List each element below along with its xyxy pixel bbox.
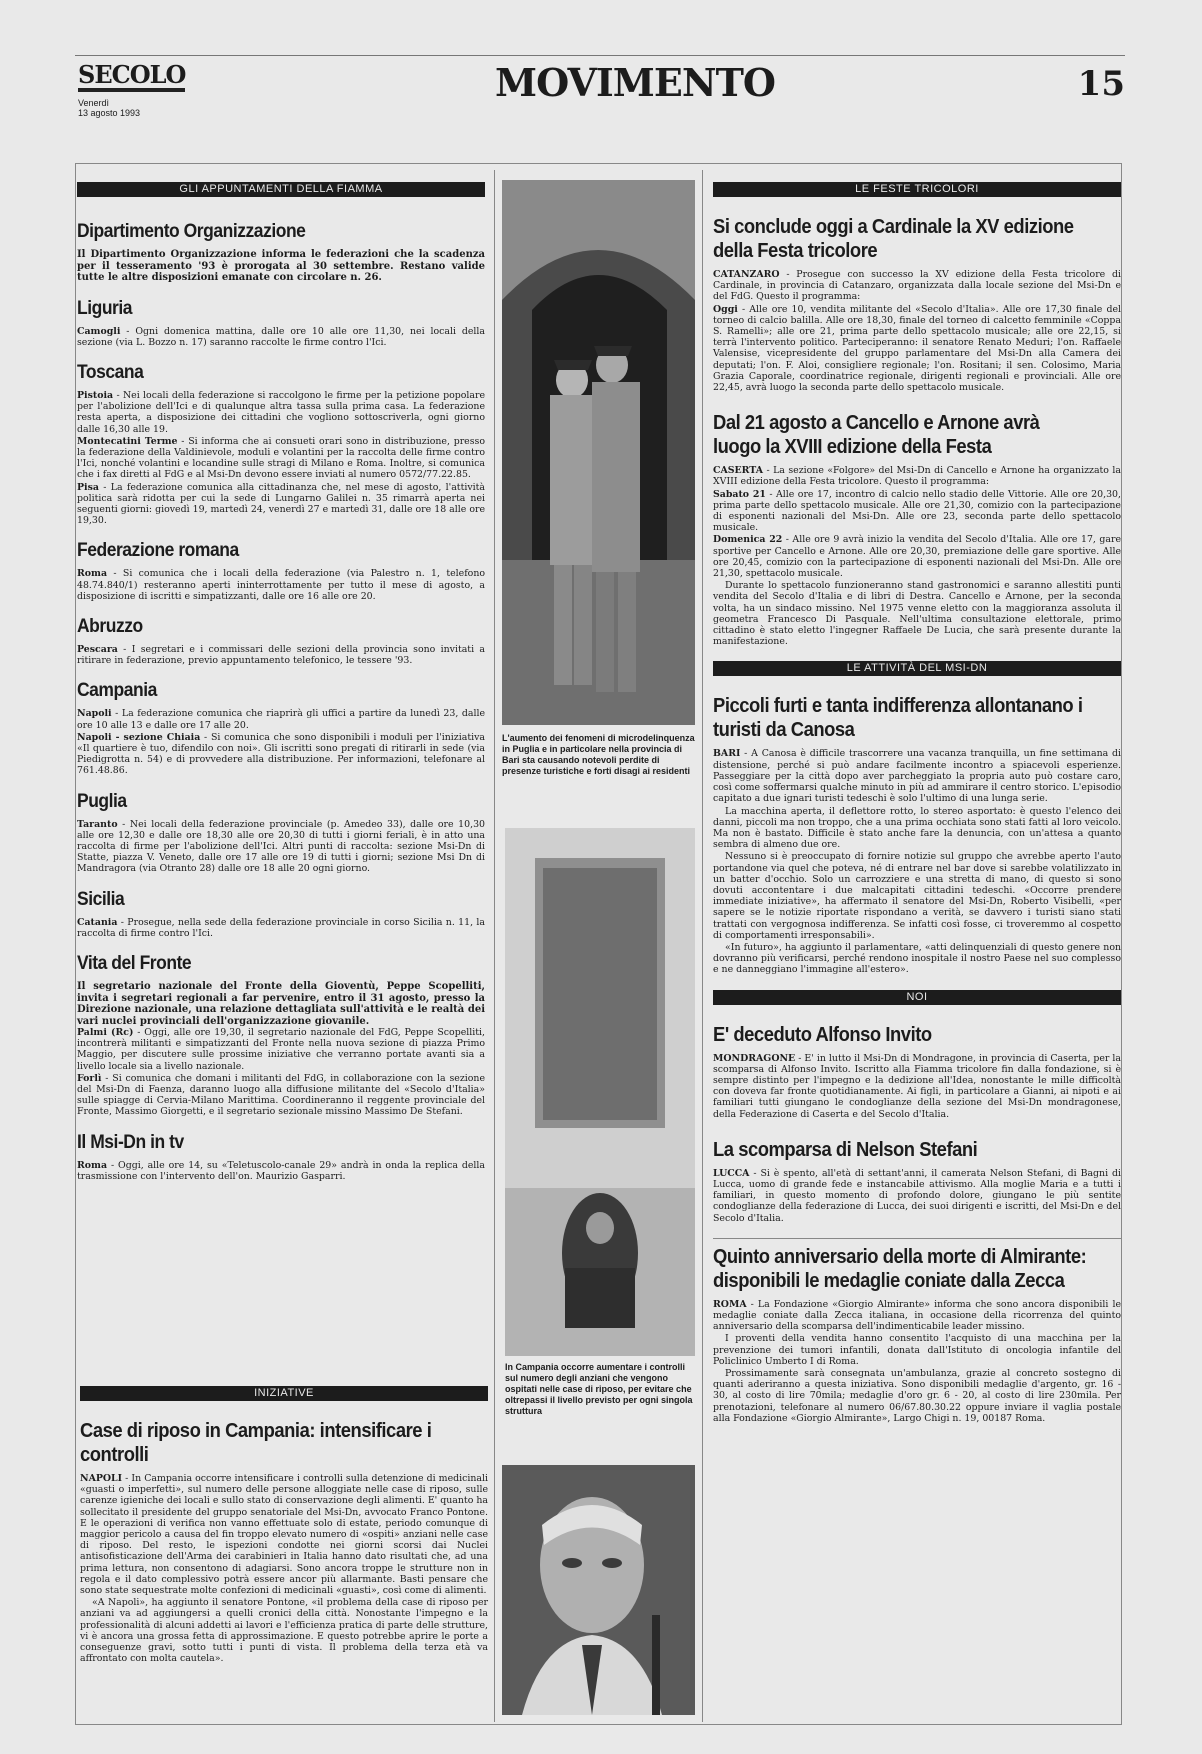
paragraph-text: - Si comunica che domani i militanti del FdG, in collaborazione con la sezione del Msi-Dn di Faenza, daranno luogo alla diffusione militante del «Secolo d'Italia» sulle spiagge di Cervia-Milano Marittima. Coordineranno il reggente provinciale del Fronte, Massimo Giorgetti, e il segretario sezionale missino Massimo De Stefani. bbox=[77, 1072, 485, 1118]
article-heading: Dipartimento Organizzazione bbox=[77, 221, 306, 242]
paragraph-text: - Alle ore 10, vendita militante del «Secolo d'Italia». Alle ore 17,30 finale del torneo di calcio balilla. Alle ore 18,30, finale del torneo di calcetto femminile «Coppa S. Ramelli»; alle ore 21, prima parte dello spettacolo musicale; alle ore 22,15, si terrà l'intervento politico. Parteciperanno: il senatore Renato Meduri; l'on. Raffaele Valensise, vicepresidente del gruppo parlamentare del Msi-Dn alla Camera dei deputati; l'on. F. Aloi, consigliere regionale; l'on. Rositani; il sen. Colosimo, Maria Grazia Caporale, coordinatrice regionale, dirigenti regionali e provinciali. Alle ore 22,45, avrà luogo la seconda parte dello spettacolo musicale. bbox=[713, 303, 1121, 394]
paragraph bbox=[713, 1168, 1121, 1224]
place-name: Forlì bbox=[77, 1072, 102, 1084]
article-heading: Dal 21 agosto a Cancello e Arnone avrà luogo la XVIII edizione della Festa bbox=[713, 412, 1040, 459]
paragraph-text: - Oggi, alle ore 14, su «Teletuscolo-canale 29» andrà in onda la replica della trasmissione con l'intervento dell'on. Maurizio Gasparri. bbox=[77, 1159, 485, 1182]
article-heading: Case di riposo in Campania: intensificare i controlli bbox=[80, 1420, 432, 1466]
article-heading: Liguria bbox=[77, 297, 133, 319]
place-name: CASERTA bbox=[713, 465, 764, 477]
paragraph-text: - La sezione «Folgore» del Msi-Dn di Cancello e Arnone ha organizzato la XVIII edizione della Festa tricolore. Questo il programma: bbox=[713, 465, 1121, 488]
paragraph-text: - Si informa che ai consueti orari sono in distribuzione, presso la federazione della Valdinievole, moduli e volantini per la raccolta delle firme contro l'Ici, nonché volantini e locandine sulle stragi di Milano e Roma. Inoltre, si comunica che i fax diretti al FdG e al Msi-Dn devono essere inviati al numero 0572/77.22.85. bbox=[77, 435, 485, 481]
paragraph-text: - A Canosa è difficile trascorrere una vacanza tranquilla, un fine settimana di distensione, perché si può andare facilmente incontro a spiacevoli esperienze. Passeggiare per la città dopo aver parcheggiato la propria auto può costare caro, così come soffermarsi qualche minuto in più ad ammirare il centro storico. L'episodio capitato a due ignari turisti tedeschi è solo l'ultimo di una lunga serie. bbox=[713, 748, 1121, 805]
place-name: Roma bbox=[77, 1159, 108, 1171]
paragraph-text: - I segretari e i commissari delle sezioni della provincia sono invitati a ritirare in federazione, previo appuntamento telefonico, le tessere '93. bbox=[77, 643, 485, 667]
paragraph-text: Durante lo spettacolo funzioneranno stand gastronomici e saranno allestiti punti vendita del Secolo d'Italia e di libri di Destra. Cancello e Arnone, per la seconda volta, ha un sindaco missino. Nel 1975 venne eletto con la maggioranza assoluta il geometra Francesco Di Pasquale. Nell'ultima consultazione elettorale, primo cittadino è stato eletto l'ingegner Raffaele De Lucia, che sarà presente durante la manifestazione. bbox=[713, 580, 1121, 648]
paragraph bbox=[77, 326, 485, 348]
place-name: Roma bbox=[77, 568, 108, 580]
paragraph bbox=[713, 580, 1121, 647]
section-bar: LE ATTIVITÀ DEL MSI-DN bbox=[713, 661, 1121, 676]
newspaper-logo: SECOLO bbox=[78, 62, 185, 92]
paragraph-text: - In Campania occorre intensificare i controlli sulla detenzione di medicinali «guasti o imperfetti», sul numero delle persone alloggiate nelle case di riposo, sulle carenze igieniche dei locali e sullo stato di conservazione degli alimenti. E' quanto ha sollecitato il presidente del gruppo senatoriale del Msi-Dn, avvocato Franco Pontone. E le operazioni di verifica non vanno effettuate solo di estate, periodo comunque di maggior pericolo a causa del fin troppo elevato numero di «ospiti» anziani nelle case di riposo. Del resto, le ispezioni condotte nei giorni scorsi dai Nuclei antisofisticazione dell'Arma dei carabinieri in Italia hanno dato risultati che, ad una prima lettura, non consentono di adagiarsi. Sono ancora troppe le strutture non in regola e il dato complessivo potrà essere ancor più allarmante. Basti pensare che sono state sequestrate molte confezioni di medicinali «guasti», così come di alimenti. bbox=[80, 1473, 488, 1597]
paragraph bbox=[77, 436, 485, 481]
section-bar: INIZIATIVE bbox=[80, 1386, 488, 1401]
article-lead: Il Dipartimento Organizzazione informa le federazioni che la scadenza per il tesseramento '93 è prorogata al 30 settembre. Restano valide tutte le altre disposizioni emanate con circolare n. 26. bbox=[77, 249, 485, 283]
paragraph-text: - E' in lutto il Msi-Dn di Mondragone, in provincia di Caserta, per la scomparsa di Alfonso Invito. Iscritto alla Fiamma tricolore fin dalla fondazione, si è sempre distinto per l'impegno e la dedizione all'Idea, nonostante le mille difficoltà con doveva far fronte quotidianamente. Ai figli, in particolare a Gianni, ai nipoti e ai familiari tutti giungano le condoglianze della sezione del Msi-Dn mondragonese, della Federazione di Caserta e del Secolo d'Italia. bbox=[713, 1052, 1121, 1120]
paragraph-text: - La federazione comunica che riaprirà gli uffici a partire da lunedì 23, dalle ore 10 alle 13 e dalle ore 17 alle 20. bbox=[77, 708, 485, 731]
place-name: Pistoia bbox=[77, 389, 114, 401]
paragraph bbox=[713, 806, 1121, 851]
iniziative-column bbox=[80, 1386, 488, 1665]
paragraph-text: - Si comunica che i locali della federazione (via Palestro n. 1, telefono 48.74.840/1) resteranno aperti ininterrottamente per tutto il mese di agosto, a disposizione di iscritti e simpatizzanti, dalle ore 16 alle ore 20. bbox=[77, 568, 485, 602]
paragraph-text: - Prosegue con successo la XV edizione della Festa tricolore di Cardinale, in provincia di Catanzaro, organizzata dalla locale sezione del Msi-Dn e del FdG. Questo il programma: bbox=[713, 269, 1121, 303]
paragraph bbox=[77, 819, 485, 875]
paragraph-text: Nessuno si è preoccupato di fornire notizie sul gruppo che avrebbe aperto l'auto portandone via quel che poteva, né di entrare nel bar dove si sarebbe volatilizzato in un batter d'occhio. Solo un carrozziere e una stretta di mano, di questo si sono dovuti accontentare i due malcapitati cittadini tedeschi. «Occorre prendere immediate iniziative», ha affermato il senatore del Msi-Dn, Roberto Visibelli, «per sapere se le notizie riportate rispondano a verità, se davvero i turisti siano stati trattati con vergognosa indifferenza. Se infatti così fosse, ci troveremmo al cospetto di comportamenti irresponsabili». bbox=[713, 851, 1121, 941]
paragraph-text: - Si comunica che sono disponibili i moduli per l'iniziativa «Il quartiere è tuo, difendilo con noi». Gli iscritti sono pregati di ritirarli in sede (via Piedigrotta n. 54) e di provvedere alla distribuzione. Per informazioni, telefonare al 761.48.86. bbox=[77, 731, 485, 777]
photo-almirante bbox=[502, 1465, 695, 1715]
paragraph bbox=[77, 1027, 485, 1072]
place-name: Napoli - sezione Chiaia bbox=[77, 731, 201, 743]
photo-elderly bbox=[505, 828, 695, 1356]
paragraph-text: I proventi della vendita hanno consentito l'acquisto di una macchina per la prevenzione dei tumori infantili, donata dall'Istituto di oncologia infantile del Policlinico Umberto I di Roma. bbox=[713, 1333, 1121, 1367]
article-heading: La scomparsa di Nelson Stefani bbox=[713, 1138, 978, 1161]
paragraph bbox=[713, 851, 1121, 941]
masthead bbox=[75, 55, 1125, 121]
article-heading: Sicilia bbox=[77, 888, 125, 910]
place-name: ROMA bbox=[713, 1298, 747, 1310]
paragraph bbox=[713, 489, 1121, 534]
paragraph-text: «A Napoli», ha aggiunto il senatore Pontone, «il problema della case di riposo per anziani va ad aggiungersi a quelli cronici della città. Nonostante l'impegno e la professionalità di alcuni addetti ai lavori e l'efficienza pratica di parte delle strutture, vi è ancora una grossa fetta di approssimazione. E questo potrebbe aprire le porte a conseguenze gravi, sotto tutti i punti di vista. Il problema della terza età va affrontato con molta cautela». bbox=[80, 1597, 488, 1665]
place-name: Palmi (Rc) bbox=[77, 1027, 134, 1038]
paragraph-text: - Si è spento, all'età di settant'anni, il camerata Nelson Stefani, di Bagni di Lucca, uomo di grande fede e instancabile attivismo. Alla moglie Maria e a tutti i familiari, in questo momento di profondo dolore, giungano le più sentite condoglianze della federazione di Lucca, dei suoi dirigenti e iscritti, del Msi-Dn e del Secolo d'Italia. bbox=[713, 1167, 1121, 1224]
divider bbox=[713, 1238, 1121, 1239]
paragraph bbox=[77, 1160, 485, 1182]
article-heading: Puglia bbox=[77, 790, 127, 812]
photo-caption: L'aumento dei fenomeni di microdelinquenza in Puglia e in particolare nella provincia di Bari sta causando notevoli perdite di presenze turistiche e forti disagi ai residenti bbox=[502, 733, 695, 776]
place-name: Montecatini Terme bbox=[77, 435, 178, 447]
paragraph bbox=[713, 465, 1121, 487]
right-column bbox=[713, 182, 1121, 1425]
paragraph-text: La macchina aperta, il deflettore rotto, lo stereo asportato: è questo l'elenco dei danni, piccoli ma non troppo, che a una prima occhiata sono stati fatti al loro veicolo. Ma non è bastato. Difficile è stato anche fare la denuncia, con un'attesa a quanto sembra di almeno due ore. bbox=[713, 805, 1121, 851]
paragraph-text: - Ogni domenica mattina, dalle ore 10 alle ore 11,30, nei locali della sezione (via L. Bozzo n. 17) saranno raccolte le firme contro l'Ici. bbox=[77, 325, 485, 348]
place-name: Sabato 21 bbox=[713, 488, 766, 500]
paragraph bbox=[713, 534, 1121, 579]
paragraph bbox=[80, 1597, 488, 1664]
paragraph bbox=[77, 708, 485, 730]
place-name: Oggi bbox=[713, 303, 738, 315]
section-bar: LE FESTE TRICOLORI bbox=[713, 182, 1121, 197]
paragraph bbox=[713, 1299, 1121, 1333]
section-title: MOVIMENTO bbox=[495, 60, 775, 105]
place-name: Napoli bbox=[77, 708, 112, 720]
article-heading: Toscana bbox=[77, 361, 144, 383]
article-lead: Il segretario nazionale del Fronte della Gioventù, Peppe Scopelliti, invita i segretari regionali a far pervenire, entro il 31 agosto, presso la Direzione nazionale, una relazione dettagliata sull'attività e le realtà dei vari nuclei provinciali dell'organizzazione giovanile. bbox=[77, 981, 485, 1027]
place-name: Taranto bbox=[77, 818, 118, 830]
section-bar: NOI bbox=[713, 990, 1121, 1005]
issue-date: Venerdì 13 agosto 1993 bbox=[78, 98, 141, 118]
paragraph bbox=[713, 304, 1121, 394]
paragraph-text: - Prosegue, nella sede della federazione provinciale in corso Sicilia n. 11, la raccolta di firme contro l'Ici. bbox=[77, 916, 485, 939]
paragraph bbox=[77, 390, 485, 435]
appuntamenti-column bbox=[77, 182, 485, 1183]
paragraph bbox=[713, 748, 1121, 804]
place-name: MONDRAGONE bbox=[713, 1052, 796, 1064]
place-name: BARI bbox=[713, 748, 741, 760]
paragraph-text: - Nei locali della federazione provinciale (p. Amedeo 33), dalle ore 10,30 alle ore 12,30 e dalle ore 18,30 alle ore 20,30 di tutti i giorni feriali, è in atto una raccolta di firme per l'abolizione dell'Ici. Altri punti di raccolta: sezione Msi-Dn di Statte, piazza V. Veneto, dalle ore 17 alle ore 19 di tutti i giorni; sezione Msi Dn di Mandragora (via Otranto 28) dalle ore 18 alle 20 ogni giorno. bbox=[77, 818, 485, 875]
paragraph bbox=[77, 644, 485, 666]
place-name: Camogli bbox=[77, 325, 121, 337]
article-heading: Abruzzo bbox=[77, 615, 143, 637]
article-heading: E' deceduto Alfonso Invito bbox=[713, 1023, 932, 1046]
paragraph bbox=[713, 942, 1121, 976]
article-heading: Campania bbox=[77, 680, 157, 702]
article-heading: Vita del Fronte bbox=[77, 953, 192, 974]
article-heading: Quinto anniversario della morte di Almirante: disponibili le medaglie coniate dalla Zecca bbox=[713, 1245, 1087, 1292]
paragraph-text: - Nei locali della federazione si raccolgono le firme per la petizione popolare per l'abolizione dell'Ici e di qualunque altra tassa sulla prima casa. La federazione resta aperta, a disposizione dei cittadini che vogliono sottoscriverla, ogni giorno dalle 16,30 alle 19. bbox=[77, 389, 485, 435]
paragraph bbox=[77, 568, 485, 602]
paragraph bbox=[713, 269, 1121, 303]
article-heading: Il Msi-Dn in tv bbox=[77, 1131, 184, 1153]
paragraph bbox=[713, 1053, 1121, 1120]
page-number: 15 bbox=[1077, 64, 1125, 104]
paragraph bbox=[80, 1473, 488, 1596]
place-name: Pisa bbox=[77, 481, 99, 493]
photo-caption: In Campania occorre aumentare i controlli sul numero degli anziani che vengono ospitati nelle case di riposo, per evitare che oltrepassi il livello previsto per ogni singola struttura bbox=[505, 1362, 693, 1416]
article-heading: Federazione romana bbox=[77, 540, 239, 562]
paragraph-text: - La federazione comunica alla cittadinanza che, nel mese di agosto, l'attività politica sarà ridotta per cui la sede di Lungarno Galilei n. 35 rimarrà aperta nei seguenti giorni: giovedì 19, martedì 24, venerdì 27 e martedì 31, dalle ore 18 alle ore 19,30. bbox=[77, 481, 485, 527]
paragraph-text: - Alle ore 9 avrà inizio la vendita del Secolo d'Italia. Alle ore 17, gare sportive per Cancello e Arnone. Alle ore 20,30, premiazione delle gare sportive. Alle ore 20,45, comizio con la partecipazione di esponenti nazionali del Msi-Dn. Alle ore 21,30, spettacolo musicale. bbox=[713, 534, 1121, 580]
section-bar: GLI APPUNTAMENTI DELLA FIAMMA bbox=[77, 182, 485, 197]
place-name: Pescara bbox=[77, 643, 118, 655]
paragraph bbox=[713, 1368, 1121, 1424]
column-divider bbox=[494, 170, 495, 1722]
article-heading: Si conclude oggi a Cardinale la XV edizione della Festa tricolore bbox=[713, 216, 1074, 262]
paragraph-text: Prossimamente sarà consegnata un'ambulanza, grazie al concreto sostegno di quanti aderiranno a questa iniziativa. Sono disponibili medaglie d'argento, gr. 16 - 30, al costo di lire 70mila; medaglie d'oro gr. 6 - 20, al costo di lire 230mila. Per prenotazioni, telefonare al numero 06/67.80.30.22 oppure inviare il vaglia postale alla Fondazione «Giorgio Almirante», Largo Chigi n. 19, 00187 Roma. bbox=[713, 1368, 1121, 1424]
place-name: CATANZARO bbox=[713, 269, 780, 280]
place-name: LUCCA bbox=[713, 1167, 750, 1179]
place-name: Catania bbox=[77, 916, 118, 928]
paragraph bbox=[77, 482, 485, 527]
article-heading: Piccoli furti e tanta indifferenza allontanano i turisti da Canosa bbox=[713, 695, 1083, 742]
place-name: Domenica 22 bbox=[713, 534, 783, 546]
column-divider bbox=[702, 170, 703, 1722]
paragraph bbox=[77, 1073, 485, 1118]
paragraph bbox=[77, 917, 485, 939]
photo-arrest bbox=[502, 180, 695, 725]
paragraph bbox=[77, 732, 485, 777]
paragraph-text: - Alle ore 17, incontro di calcio nello stadio delle Vittorie. Alle ore 20,30, prima parte dello spettacolo musicale. Alle ore 21,30, comizio con la partecipazione di esponenti nazionali del Msi-Dn. Alle ore 23, seconda parte dello spettacolo musicale. bbox=[713, 488, 1121, 534]
paragraph-text: - La Fondazione «Giorgio Almirante» informa che sono ancora disponibili le medaglie coniate dalla Zecca italiana, in occasione della ricorrenza del quinto anniversario della scomparsa dell'indimenticabile leader missino. bbox=[713, 1298, 1121, 1333]
paragraph-text: - Oggi, alle ore 19,30, il segretario nazionale del FdG, Peppe Scopelliti, incontrerà militanti e simpatizzanti del Fronte nella nuova sezione di piazza Primo Maggio, per discutere sulle prossime iniziative che verranno portate avanti sia a livello locale sia a livello nazionale. bbox=[77, 1027, 485, 1072]
place-name: NAPOLI bbox=[80, 1473, 123, 1484]
paragraph-text: «In futuro», ha aggiunto il parlamentare, «atti delinquenziali di questo genere non dovranno più verificarsi, perché rendono inospitale il nostro Paese nel suo complesso e ne danneggiano l'immagine all'estero». bbox=[713, 941, 1121, 976]
paragraph bbox=[713, 1333, 1121, 1367]
